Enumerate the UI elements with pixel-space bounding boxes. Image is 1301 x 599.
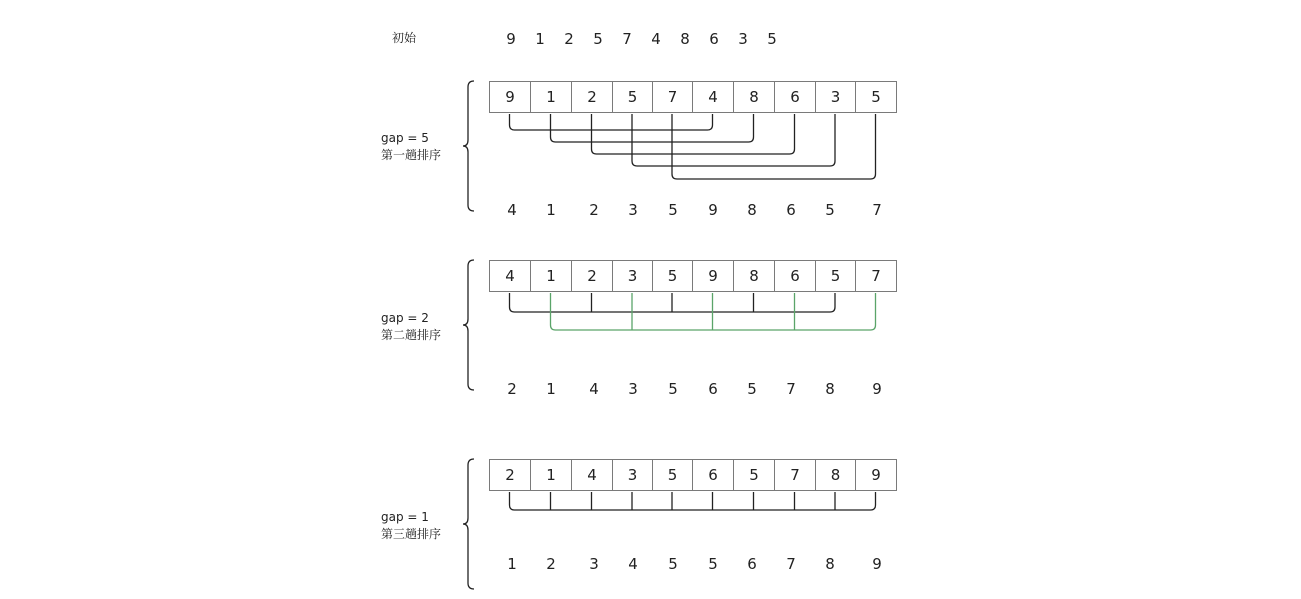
pass-label: 第三趟排序 <box>381 527 442 541</box>
array-cell: 5 <box>733 459 775 491</box>
pass-brace <box>463 260 474 390</box>
result-value: 8 <box>825 380 835 398</box>
initial-value: 7 <box>622 30 632 48</box>
pass-label: 第二趟排序 <box>381 328 442 342</box>
group-connector <box>510 492 876 510</box>
array-cell: 8 <box>733 260 775 292</box>
result-value: 4 <box>628 555 638 573</box>
pass-brace <box>463 459 474 589</box>
result-value: 4 <box>589 380 599 398</box>
initial-value: 4 <box>651 30 661 48</box>
array-cell: 7 <box>652 81 693 113</box>
array-cell: 7 <box>774 459 816 491</box>
initial-value: 1 <box>535 30 545 48</box>
array-cell: 5 <box>855 81 897 113</box>
initial-value: 6 <box>709 30 719 48</box>
array-cell: 5 <box>652 260 693 292</box>
result-value: 3 <box>589 555 599 573</box>
result-value: 8 <box>747 201 757 219</box>
initial-value: 9 <box>506 30 516 48</box>
result-value: 7 <box>872 201 882 219</box>
array-cell: 6 <box>774 260 816 292</box>
result-value: 9 <box>872 555 882 573</box>
result-value: 3 <box>628 380 638 398</box>
initial-label: 初始 <box>392 31 417 45</box>
array-cell: 8 <box>815 459 856 491</box>
group-connector <box>632 114 835 166</box>
array-cell: 3 <box>815 81 856 113</box>
group-connector <box>551 114 754 142</box>
result-value: 1 <box>507 555 517 573</box>
result-value: 4 <box>507 201 517 219</box>
result-value: 5 <box>825 201 835 219</box>
result-value: 2 <box>507 380 517 398</box>
result-value: 2 <box>589 201 599 219</box>
group-connector <box>510 114 713 130</box>
gap-label: gap = 1 <box>381 510 429 524</box>
array-cell: 9 <box>855 459 897 491</box>
array-cell: 5 <box>815 260 856 292</box>
initial-value: 2 <box>564 30 574 48</box>
array-cell: 4 <box>692 81 734 113</box>
gap-label: gap = 2 <box>381 311 429 325</box>
pass-brace <box>463 81 474 211</box>
array-cell: 2 <box>571 81 613 113</box>
array-cell: 7 <box>855 260 897 292</box>
array-cell: 3 <box>612 459 653 491</box>
result-value: 5 <box>668 380 678 398</box>
array-cell: 1 <box>530 260 572 292</box>
array-cell: 9 <box>692 260 734 292</box>
array-cell: 8 <box>733 81 775 113</box>
result-value: 9 <box>708 201 718 219</box>
initial-value: 3 <box>738 30 748 48</box>
array-cell: 6 <box>692 459 734 491</box>
result-value: 6 <box>786 201 796 219</box>
result-value: 7 <box>786 380 796 398</box>
array-cell: 3 <box>612 260 653 292</box>
result-value: 6 <box>708 380 718 398</box>
result-value: 9 <box>872 380 882 398</box>
array-cell: 6 <box>774 81 816 113</box>
array-cell: 5 <box>652 459 693 491</box>
array-cell: 4 <box>571 459 613 491</box>
array-cell: 5 <box>612 81 653 113</box>
array-cell: 1 <box>530 81 572 113</box>
result-value: 3 <box>628 201 638 219</box>
array-cell: 1 <box>530 459 572 491</box>
array-cell: 2 <box>489 459 531 491</box>
result-value: 5 <box>708 555 718 573</box>
result-value: 5 <box>668 555 678 573</box>
result-value: 7 <box>786 555 796 573</box>
initial-value: 8 <box>680 30 690 48</box>
gap-label: gap = 5 <box>381 131 429 145</box>
result-value: 8 <box>825 555 835 573</box>
initial-value: 5 <box>593 30 603 48</box>
group-connector <box>672 114 876 179</box>
result-value: 6 <box>747 555 757 573</box>
result-value: 1 <box>546 201 556 219</box>
result-value: 2 <box>546 555 556 573</box>
array-cell: 2 <box>571 260 613 292</box>
result-value: 1 <box>546 380 556 398</box>
pass-label: 第一趟排序 <box>381 148 442 162</box>
group-connector <box>592 114 795 154</box>
result-value: 5 <box>668 201 678 219</box>
array-cell: 9 <box>489 81 531 113</box>
initial-value: 5 <box>767 30 777 48</box>
array-cell: 4 <box>489 260 531 292</box>
result-value: 5 <box>747 380 757 398</box>
